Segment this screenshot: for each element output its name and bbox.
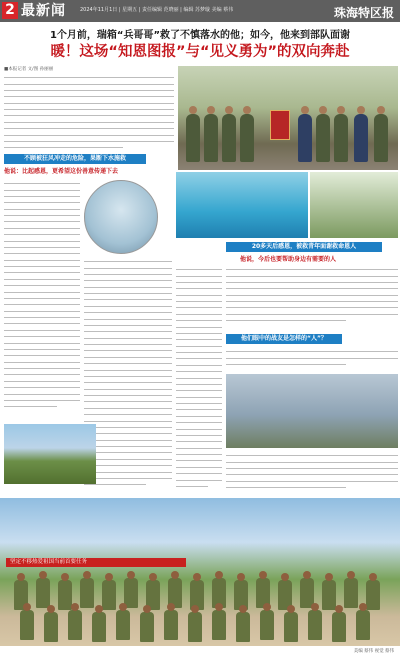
section-2-deck: 他说，今后也要帮助身边有需要的人 [240, 256, 337, 263]
body-text-col-5 [226, 348, 398, 370]
section-3-banner: 他们眼中的战友是怎样的“人”？ [226, 334, 342, 344]
article-headline: 暖！这场“知恩图报”与“见义勇为”的双向奔赴 [50, 44, 350, 60]
photo-field-training [4, 424, 96, 484]
body-text-col-3 [176, 266, 222, 494]
photo-soldiers-with-plaque [178, 66, 398, 170]
section-title: 最新闻 [21, 3, 66, 19]
photo-group-soldiers [0, 498, 400, 646]
photo-rescue-circle [84, 180, 158, 254]
article-kicker: 1个月前，瑞箱“兵哥哥”救了不慎落水的他；如今，他来到部队面谢 [49, 30, 351, 41]
body-text-col-2 [84, 258, 172, 494]
page-footer [0, 646, 400, 656]
section-1-banner: 不顾被狂风冲走的危险，果断下水施救 [4, 154, 146, 164]
page-number: 2 [2, 2, 18, 19]
award-plaque [270, 110, 290, 140]
page-header [0, 0, 400, 22]
section-2-banner: 20多天后感恩，被救青年面谢救命恩人 [226, 242, 382, 252]
body-text-col-6 [226, 452, 398, 494]
body-text-col-1 [4, 74, 174, 150]
section-1-deck: 他说：比起感恩，更希望这份善意传递下去 [4, 168, 119, 175]
body-text-col-1b [4, 180, 80, 416]
article-byline: ■本报记者 文/图 孙丽丽 [4, 67, 54, 72]
body-text-col-4 [226, 266, 398, 326]
photo-award-presentation [226, 374, 398, 448]
footer-editor-credit: 美编 蔡伟 视觉 蔡伟 [353, 649, 394, 654]
photo-swimming-pool [176, 172, 308, 238]
photo-soldier-portrait [310, 172, 398, 238]
group-photo-banner: 坚定不移热爱祖国当前首要任务 [6, 558, 186, 567]
issue-meta: 2024年11月1日 | 星期五 | 责任编辑 范晓丽 | 编辑 苏梦璇 美编 蔡伟 [80, 7, 234, 13]
newspaper-logo: 珠海特区报 [333, 6, 394, 20]
